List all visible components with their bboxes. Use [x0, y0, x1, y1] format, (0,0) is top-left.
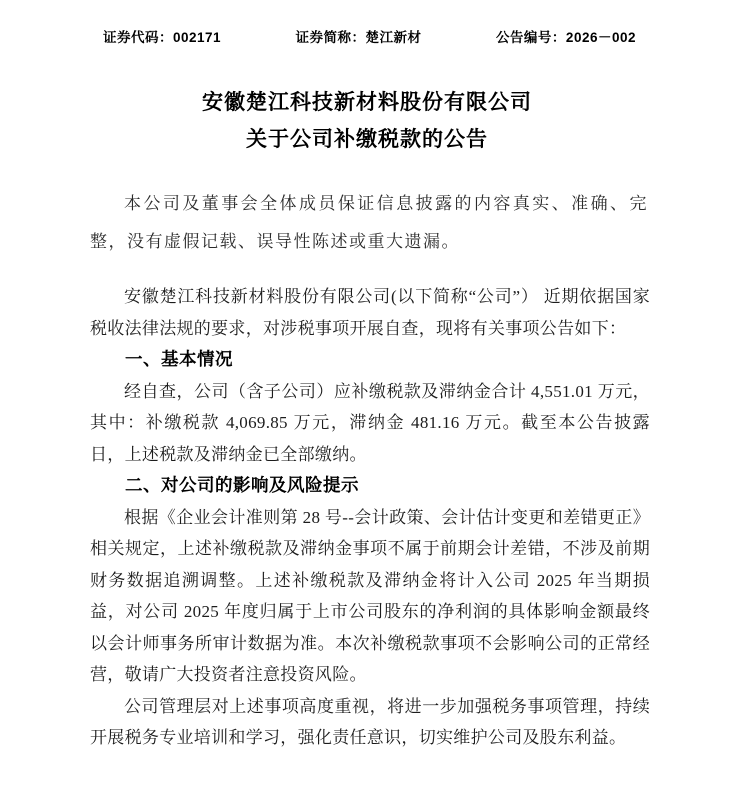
board-statement: 本公司及董事会全体成员保证信息披露的内容真实、准确、完整，没有虚假记载、误导性陈述或重大遗漏。	[90, 194, 648, 251]
stock-code: 证券代码：002171	[103, 30, 222, 45]
announcement-title: 关于公司补缴税款的公告	[246, 128, 488, 151]
document-body	[90, 281, 650, 754]
stock-name: 证券简称：楚江新材	[295, 30, 422, 45]
section2-paragraph-1: 根据《企业会计准则第 28 号--会计政策、会计估计变更和差错更正》相关规定，上述补缴税款及滞纳金事项不属于前期会计差错，不涉及前期财务数据追溯调整。上述补缴税款及滞纳金将计入公司 2025 年当期损益，对公司 2025 年度归属于上市公司股东的净利润的具体影响金额最终以会计师事务所审计数据为准。本次补缴税款事项不会影响公司的正常经营，敬请广大投资者注意投资风险。	[90, 507, 650, 684]
intro-paragraph: 安徽楚江科技新材料股份有限公司(以下简称“公司”） 近期依据国家税收法律法规的要求，对涉税事项开展自查，现将有关事项公告如下：	[90, 287, 650, 338]
section2-heading: 二、对公司的影响及风险提示	[125, 475, 359, 495]
section1-heading: 一、基本情况	[125, 349, 233, 369]
announcement-number: 公告编号：2026－002	[495, 30, 636, 45]
section1-paragraph: 经自查，公司（含子公司）应补缴税款及滞纳金合计 4,551.01 万元，其中：补缴税款 4,069.85 万元，滞纳金 481.16 万元。截至本公告披露日，上述税款及滞纳金已全部缴纳。	[90, 381, 650, 464]
document-header	[0, 0, 734, 46]
company-name-title: 安徽楚江科技新材料股份有限公司	[202, 91, 532, 114]
section2-paragraph-2: 公司管理层对上述事项高度重视，将进一步加强税务事项管理，持续开展税务专业培训和学习，强化责任意识，切实维护公司及股东利益。	[90, 696, 650, 747]
